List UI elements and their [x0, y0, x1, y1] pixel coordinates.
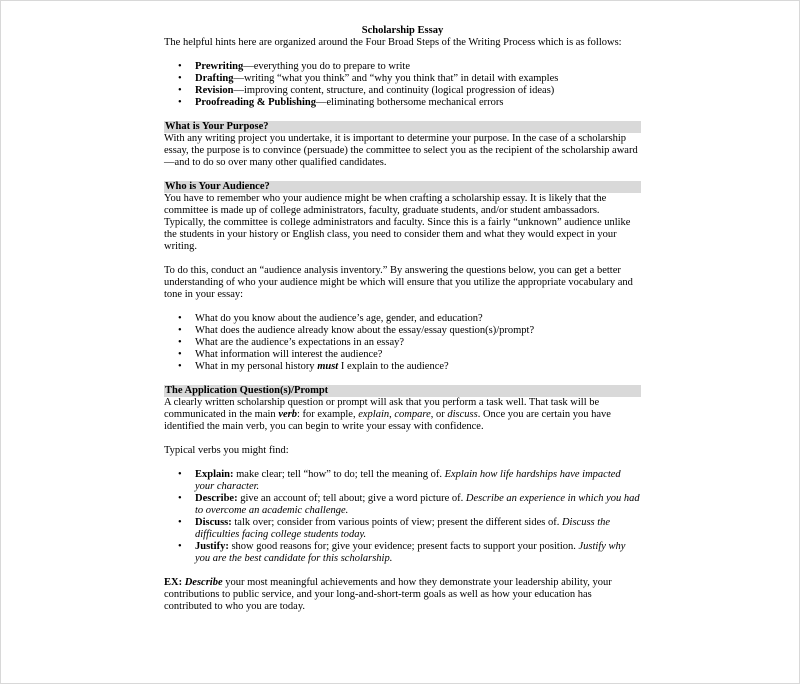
list-item: • What information will interest the audience? — [164, 349, 641, 361]
list-item: • Justify: show good reasons for; give your evidence; present facts to support your position. Justify why you are the best candidate for this scholarship. — [164, 541, 641, 565]
audience-heading: Who is Your Audience? — [164, 181, 641, 193]
list-item: • Proofreading & Publishing—eliminating bothersome mechanical errors — [164, 97, 641, 109]
list-item: • Drafting—writing “what you think” and “why you think that” in detail with examples — [164, 73, 641, 85]
prompt-paragraph: A clearly written scholarship question or prompt will ask that you perform a task well. That task will be communicated in the main verb: for example, explain, compare, or discuss. Once you are certain you have identified the main verb, you can begin to write your essay with confidence. — [164, 397, 611, 432]
verbs-list — [164, 469, 641, 565]
intro-paragraph: The helpful hints here are organized around the Four Broad Steps of the Writing Process which is as follows: — [164, 37, 622, 48]
list-item: • Explain: make clear; tell “how” to do; tell the meaning of. Explain how life hardships have impacted your character. — [164, 469, 641, 493]
prompt-heading: The Application Question(s)/Prompt — [164, 385, 641, 397]
typical-verbs-intro: Typical verbs you might find: — [164, 445, 289, 456]
list-item: • What in my personal history must I explain to the audience? — [164, 361, 641, 373]
list-item: • What does the audience already know about the essay/essay question(s)/prompt? — [164, 325, 641, 337]
purpose-paragraph: With any writing project you undertake, it is important to determine your purpose. In the case of a scholarship essay, the purpose is to convince (persuade) the committee to select you as the recipient of the scholarship award—and to do so over many other qualified candidates. — [164, 133, 638, 168]
audience-questions-list — [164, 313, 641, 373]
inventory-paragraph: To do this, conduct an “audience analysis inventory.” By answering the questions below, you can get a better understanding of who your audience might be which will ensure that you utilize the appropriate vocabulary and tone in your essay: — [164, 265, 633, 300]
list-item: • Revision—improving content, structure, and continuity (logical progression of ideas) — [164, 85, 641, 97]
list-item: • What do you know about the audience’s age, gender, and education? — [164, 313, 641, 325]
document-title: Scholarship Essay — [361, 25, 444, 36]
example-paragraph: EX: Describe your most meaningful achievements and how they demonstrate your leadership ability, your contributions to public service, and your long-and-short-term goals as well as how your education has contributed to who you are today. — [164, 577, 612, 612]
list-item: • Prewriting—everything you do to prepare to write — [164, 61, 641, 73]
list-item: • What are the audience’s expectations in an essay? — [164, 337, 641, 349]
audience-paragraph: You have to remember who your audience might be when crafting a scholarship essay. It is likely that the committee is made up of college administrators, faculty, graduate students, and/or student ambassadors. Typically, the committee is college administrators and faculty. Since this is a fairly “unknown” audience unlike the students in your history or English class, you need to consider them and what they would expect in your writing. — [164, 193, 631, 252]
list-item: • Describe: give an account of; tell about; give a word picture of. Describe an experience in which you had to overcome an academic challenge. — [164, 493, 641, 517]
list-item: • Discuss: talk over; consider from various points of view; present the different sides of. Discuss the difficulties facing college students today. — [164, 517, 641, 541]
purpose-heading: What is Your Purpose? — [164, 121, 641, 133]
writing-steps-list — [164, 61, 641, 109]
document-content — [164, 25, 641, 613]
